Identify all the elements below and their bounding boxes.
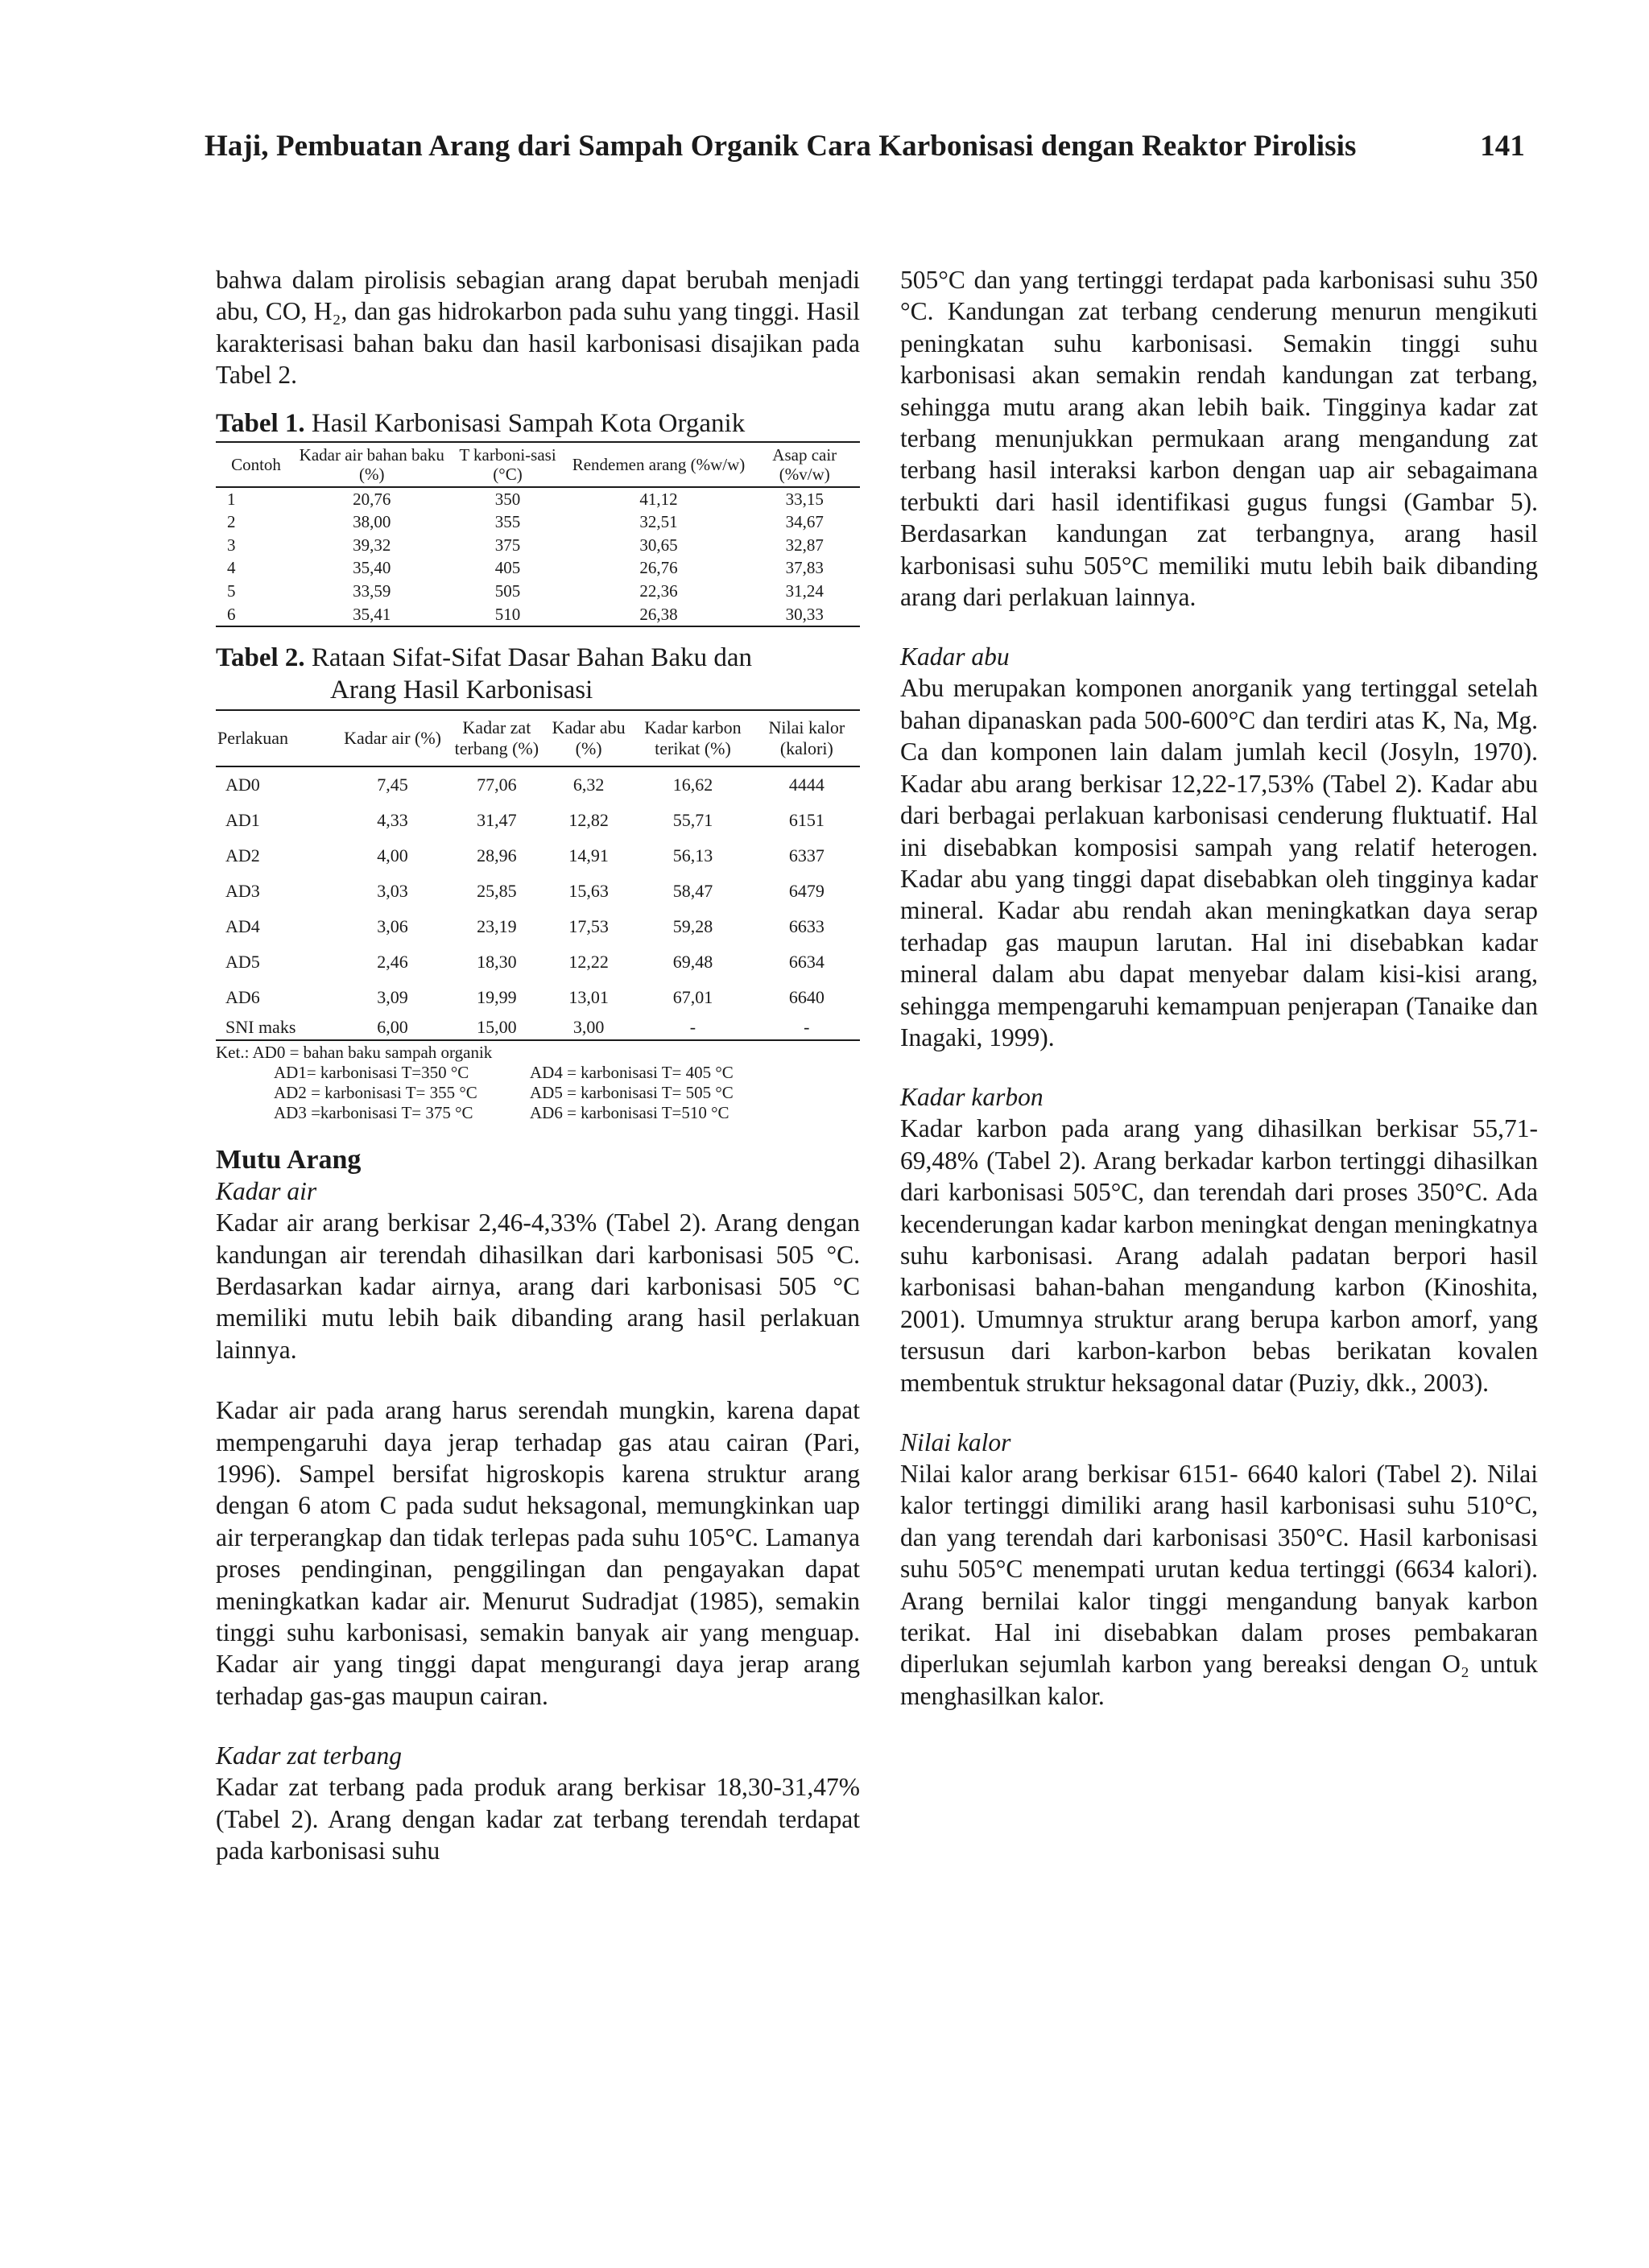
zat-terbang-paragraph: Kadar zat terbang pada produk arang berkisar 18,30-31,47% (Tabel 2). Arang dengan kadar zat terbang terendah terdapat pada karbonisasi suhu <box>216 1773 860 1865</box>
table1-row <box>216 556 860 580</box>
table2-cell: 17,53 <box>568 916 609 937</box>
table1-cell: 31,24 <box>785 581 824 601</box>
table1-cell: 375 <box>494 535 521 555</box>
table2-note: AD2 = karbonisasi T= 355 °C <box>274 1083 477 1103</box>
table2-cell: AD0 <box>225 775 260 795</box>
kadar-karbon-paragraph: Kadar karbon pada arang yang dihasilkan berkisar 55,71-69,48% (Tabel 2). Arang berkadar karbon tertinggi dihasilkan dari karbonisasi 505°C, dan terendah dari proses 350°C. Ada kecenderungan kadar karbon meningkat dengan meningkatnya suhu karbonisasi. Arang adalah padatan berpori hasil karbonisasi bahan-bahan mengandung karbon (Kinoshita, 2001). Umumnya struktur arang berupa karbon amorf, yang tersusun dari karbon-karbon bebas berikatan kovalen membentuk struktur heksagonal datar (Puziy, dkk., 2003). <box>900 1114 1538 1397</box>
table1-cell: 20,76 <box>353 489 391 509</box>
table1-cell: 355 <box>494 512 521 532</box>
table1-col-header: Contoh <box>216 442 296 487</box>
table2-cell: 7,45 <box>377 775 408 795</box>
table2-cell: 23,19 <box>477 916 517 937</box>
table2-row <box>216 944 860 980</box>
table2-cell: 59,28 <box>672 916 713 937</box>
nilai-kalor-paragraph: Nilai kalor arang berkisar 6151- 6640 kalori (Tabel 2). Nilai kalor tertinggi dimiliki arang hasil karbonisasi suhu 510°C, dan yang terendah dari karbonisasi 350°C. Hasil karbonisasi suhu 505°C menempati urutan kedua tertinggi (6634 kalori). Arang bernilai kalor tinggi mengandung banyak karbon terikat. Hal ini disebabkan dalam proses pembakaran diperlukan sejumlah karbon yang bereaksi dengan O₂ untuk menghasilkan kalor. <box>900 1460 1538 1710</box>
table1-col-header: Rendemen arang (%w/w) <box>568 442 750 487</box>
table2-col-header: Perlakuan <box>216 710 337 766</box>
table1-cell: 1 <box>227 489 236 509</box>
table1-title: Hasil Karbonisasi Sampah Kota Organik <box>311 408 746 438</box>
table2-cell: 6479 <box>788 881 824 902</box>
table2-note-row <box>216 1063 860 1083</box>
table2-cell: 19,99 <box>477 987 517 1008</box>
table2-cell: 4444 <box>788 775 824 795</box>
table2-cell: - <box>754 1015 860 1040</box>
table1-cell: 505 <box>494 581 521 601</box>
table1-cell: 26,38 <box>568 603 750 627</box>
table2-title-line2: Arang Hasil Karbonisasi <box>330 675 593 705</box>
table2-col-header: Nilai kalor (kalori) <box>754 710 860 766</box>
table2-note-row <box>216 1103 860 1123</box>
table1-row <box>216 580 860 603</box>
table1-caption <box>216 407 860 440</box>
table2-cell: 25,85 <box>477 881 517 902</box>
table1-row <box>216 603 860 627</box>
subheading-kadar-karbon: Kadar karbon <box>900 1083 1044 1112</box>
table2-note-first: Ket.: AD0 = bahan baku sampah organik <box>216 1043 493 1063</box>
table1-cell: 32,51 <box>639 512 678 532</box>
table1-cell: 35,41 <box>296 603 448 627</box>
running-title: Haji, Pembuatan Arang dari Sampah Organik Cara Karbonisasi dengan Reaktor Pirolisis <box>205 130 1357 163</box>
table2-cell: 67,01 <box>672 987 713 1008</box>
table1-cell: 41,12 <box>639 489 678 509</box>
table2-note: AD3 =karbonisasi T= 375 °C <box>274 1103 473 1123</box>
table2-note: AD6 = karbonisasi T=510 °C <box>530 1103 729 1123</box>
table1-row <box>216 510 860 534</box>
table2-row <box>216 766 860 803</box>
table2-col-header: Kadar zat terbang (%) <box>448 710 545 766</box>
table1-cell: 405 <box>494 558 521 578</box>
table2-cell: 18,30 <box>477 952 517 973</box>
table2-row <box>216 909 860 944</box>
table1-col-header: T karboni-sasi (°C) <box>448 442 568 487</box>
table1-cell: 22,36 <box>639 581 678 601</box>
table2-cell: 6640 <box>788 987 824 1008</box>
table2-note-row <box>216 1083 860 1103</box>
table2-col-header: Kadar karbon terikat (%) <box>632 710 753 766</box>
table1-header-row <box>216 442 860 487</box>
table2-note: AD1= karbonisasi T=350 °C <box>274 1063 469 1083</box>
running-header <box>205 129 1525 163</box>
section-heading-mutu-arang: Mutu Arang <box>216 1145 362 1175</box>
table1-label: Tabel 1. <box>216 408 305 438</box>
kadar-air-paragraph-2: Kadar air pada arang harus serendah mungkin, karena dapat mempengaruhi daya jerap terhadap gas atau cairan (Pari, 1996). Sampel bersifat higroskopis karena struktur arang dengan 6 atom C pada sudut heksagonal, memungkinkan uap air terperangkap dan tidak terlepas pada suhu 105°C. Lamanya proses pendinginan, penggilingan dan pengayakan dapat meningkatkan kadar air. Menurut Sudradjat (1985), semakin tinggi suhu karbonisasi, semakin banyak air yang menguap. Kadar air yang tinggi dapat mengurangi daya jerap arang terhadap gas-gas maupun cairan. <box>216 1396 860 1710</box>
table2-row <box>216 874 860 909</box>
table2-row <box>216 803 860 838</box>
table2-label: Tabel 2. <box>216 643 305 673</box>
table2-cell: 14,91 <box>568 845 609 866</box>
table2-cell: 55,71 <box>672 810 713 831</box>
left-column <box>216 264 860 1896</box>
table2-cell: AD4 <box>225 916 260 937</box>
table2-cell: 6633 <box>788 916 824 937</box>
table2-cell: 16,62 <box>672 775 713 795</box>
kadar-abu-paragraph: Abu merupakan komponen anorganik yang tertinggal setelah bahan dipanaskan pada 500-600°C dan terdiri atas K, Na, Mg. Ca dan komponen lain dalam jumlah kecil (Josyln, 1970). Kadar abu arang berkisar 12,22-17,53% (Tabel 2). Kadar abu dari berbagai perlakuan karbonisasi cenderung fluktuatif. Hal ini disebabkan komposisi sampah yang relatif heterogen. Kadar abu yang tinggi dapat disebabkan oleh tingginya kadar mineral. Kadar abu rendah akan meningkatkan daya serap terhadap gas maupun larutan. Hal ini disebabkan kadar mineral dalam abu dapat menyebar dalam kisi-kisi arang, sehingga mempengaruhi kemampuan penjerapan (Tanaike dan Inagaki, 1999). <box>900 674 1538 1051</box>
table1-cell: 350 <box>494 489 521 509</box>
table2-cell: 3,06 <box>377 916 408 937</box>
table2-row <box>216 838 860 874</box>
table1-cell: 30,33 <box>750 603 861 627</box>
table2-sni-row <box>216 1015 860 1040</box>
table2-cell: - <box>632 1015 753 1040</box>
table1-cell: 39,32 <box>353 535 391 555</box>
table1-row <box>216 534 860 557</box>
table1-col-header: Kadar air bahan baku (%) <box>296 442 448 487</box>
table1-cell: 30,65 <box>639 535 678 555</box>
table1-cell: 35,40 <box>353 558 391 578</box>
table2-col-header: Kadar abu (%) <box>545 710 632 766</box>
zat-terbang-continued-paragraph: 505°C dan yang tertinggi terdapat pada karbonisasi suhu 350 °C. Kandungan zat terbang cenderung menurun mengikuti peningkatan suhu karbonisasi. Semakin tinggi suhu karbonisasi akan semakin rendah kandungan zat terbang, sehingga mutu arang akan lebih baik. Tingginya kadar zat terbang menunjukkan permukaan arang mengandung zat terbang hasil interaksi karbon dengan uap air sebagaimana terbukti dari hasil identifikasi gugus fungsi (Gambar 5). Berdasarkan kandungan zat terbangnya, arang hasil karbonisasi suhu 505°C memiliki mutu lebih baik dibanding arang dari perlakuan lainnya. <box>900 266 1538 612</box>
table2-cell: AD5 <box>225 952 260 973</box>
table2-cell: 2,46 <box>377 952 408 973</box>
table2-cell: 6151 <box>788 810 824 831</box>
right-column <box>900 264 1538 1741</box>
table2-cell: 77,06 <box>477 775 517 795</box>
table2-note: AD4 = karbonisasi T= 405 °C <box>530 1063 734 1083</box>
table2-cell: 15,00 <box>448 1015 545 1040</box>
table1-cell: 33,59 <box>353 581 391 601</box>
table1-row <box>216 487 860 511</box>
table2-title-line1: Rataan Sifat-Sifat Dasar Bahan Baku dan <box>311 643 752 673</box>
intro-paragraph: bahwa dalam pirolisis sebagian arang dapat berubah menjadi abu, CO, H₂, dan gas hidrokarbon pada suhu yang tinggi. Hasil karakterisasi bahan baku dan hasil karbonisasi disajikan pada Tabel 2. <box>216 266 860 390</box>
table1-cell: 38,00 <box>353 512 391 532</box>
table2-cell: 69,48 <box>672 952 713 973</box>
table2-cell: 4,00 <box>377 845 408 866</box>
table1 <box>216 441 860 628</box>
table2-cell: 56,13 <box>672 845 713 866</box>
table2-cell: 28,96 <box>477 845 517 866</box>
subheading-nilai-kalor: Nilai kalor <box>900 1428 1011 1456</box>
subheading-kadar-air: Kadar air <box>216 1177 317 1206</box>
table2-note: AD5 = karbonisasi T= 505 °C <box>530 1083 734 1103</box>
table1-cell: 510 <box>448 603 568 627</box>
table2-cell: 6634 <box>788 952 824 973</box>
table1-cell: 3 <box>227 535 236 555</box>
table1-cell: 4 <box>227 558 236 578</box>
table2-cell: 3,00 <box>545 1015 632 1040</box>
table2-cell: 12,22 <box>568 952 609 973</box>
table2-cell: 13,01 <box>568 987 609 1008</box>
table2-cell: SNI maks <box>216 1015 337 1040</box>
subheading-kadar-abu: Kadar abu <box>900 642 1010 671</box>
table1-cell: 32,87 <box>785 535 824 555</box>
table1-cell: 26,76 <box>639 558 678 578</box>
table1-cell: 2 <box>227 512 236 532</box>
page-number: 141 <box>1480 130 1525 163</box>
table1-cell: 6 <box>216 603 296 627</box>
table2-cell: 6,32 <box>572 775 605 795</box>
table2 <box>216 709 860 1041</box>
table2-cell: 6337 <box>788 845 824 866</box>
table2-cell: 12,82 <box>568 810 609 831</box>
table1-cell: 33,15 <box>785 489 824 509</box>
table2-cell: AD2 <box>225 845 260 866</box>
table1-cell: 5 <box>227 581 236 601</box>
table2-cell: AD3 <box>225 881 260 902</box>
table2-row <box>216 980 860 1015</box>
table2-col-header: Kadar air (%) <box>337 710 448 766</box>
table2-cell: 15,63 <box>568 881 609 902</box>
table2-cell: 6,00 <box>337 1015 448 1040</box>
table2-header-row <box>216 710 860 766</box>
kadar-air-paragraph-1: Kadar air arang berkisar 2,46-4,33% (Tabel 2). Arang dengan kandungan air terendah dihasilkan dari karbonisasi 505 °C. Berdasarkan kadar airnya, arang dari karbonisasi 505 °C memiliki mutu lebih baik dibanding arang hasil perlakuan lainnya. <box>216 1208 860 1364</box>
subheading-kadar-zat-terbang: Kadar zat terbang <box>216 1741 403 1770</box>
table2-cell: 31,47 <box>477 810 517 831</box>
table1-cell: 37,83 <box>785 558 824 578</box>
table2-cell: 3,09 <box>377 987 408 1008</box>
table2-cell: 58,47 <box>672 881 713 902</box>
table2-cell: AD1 <box>225 810 260 831</box>
table2-cell: 3,03 <box>377 881 408 902</box>
table2-cell: 4,33 <box>377 810 408 831</box>
table2-notes <box>216 1043 860 1123</box>
table1-cell: 34,67 <box>785 512 824 532</box>
table2-cell: AD6 <box>225 987 260 1008</box>
table1-col-header: Asap cair (%v/w) <box>750 442 861 487</box>
table2-caption <box>216 642 860 706</box>
